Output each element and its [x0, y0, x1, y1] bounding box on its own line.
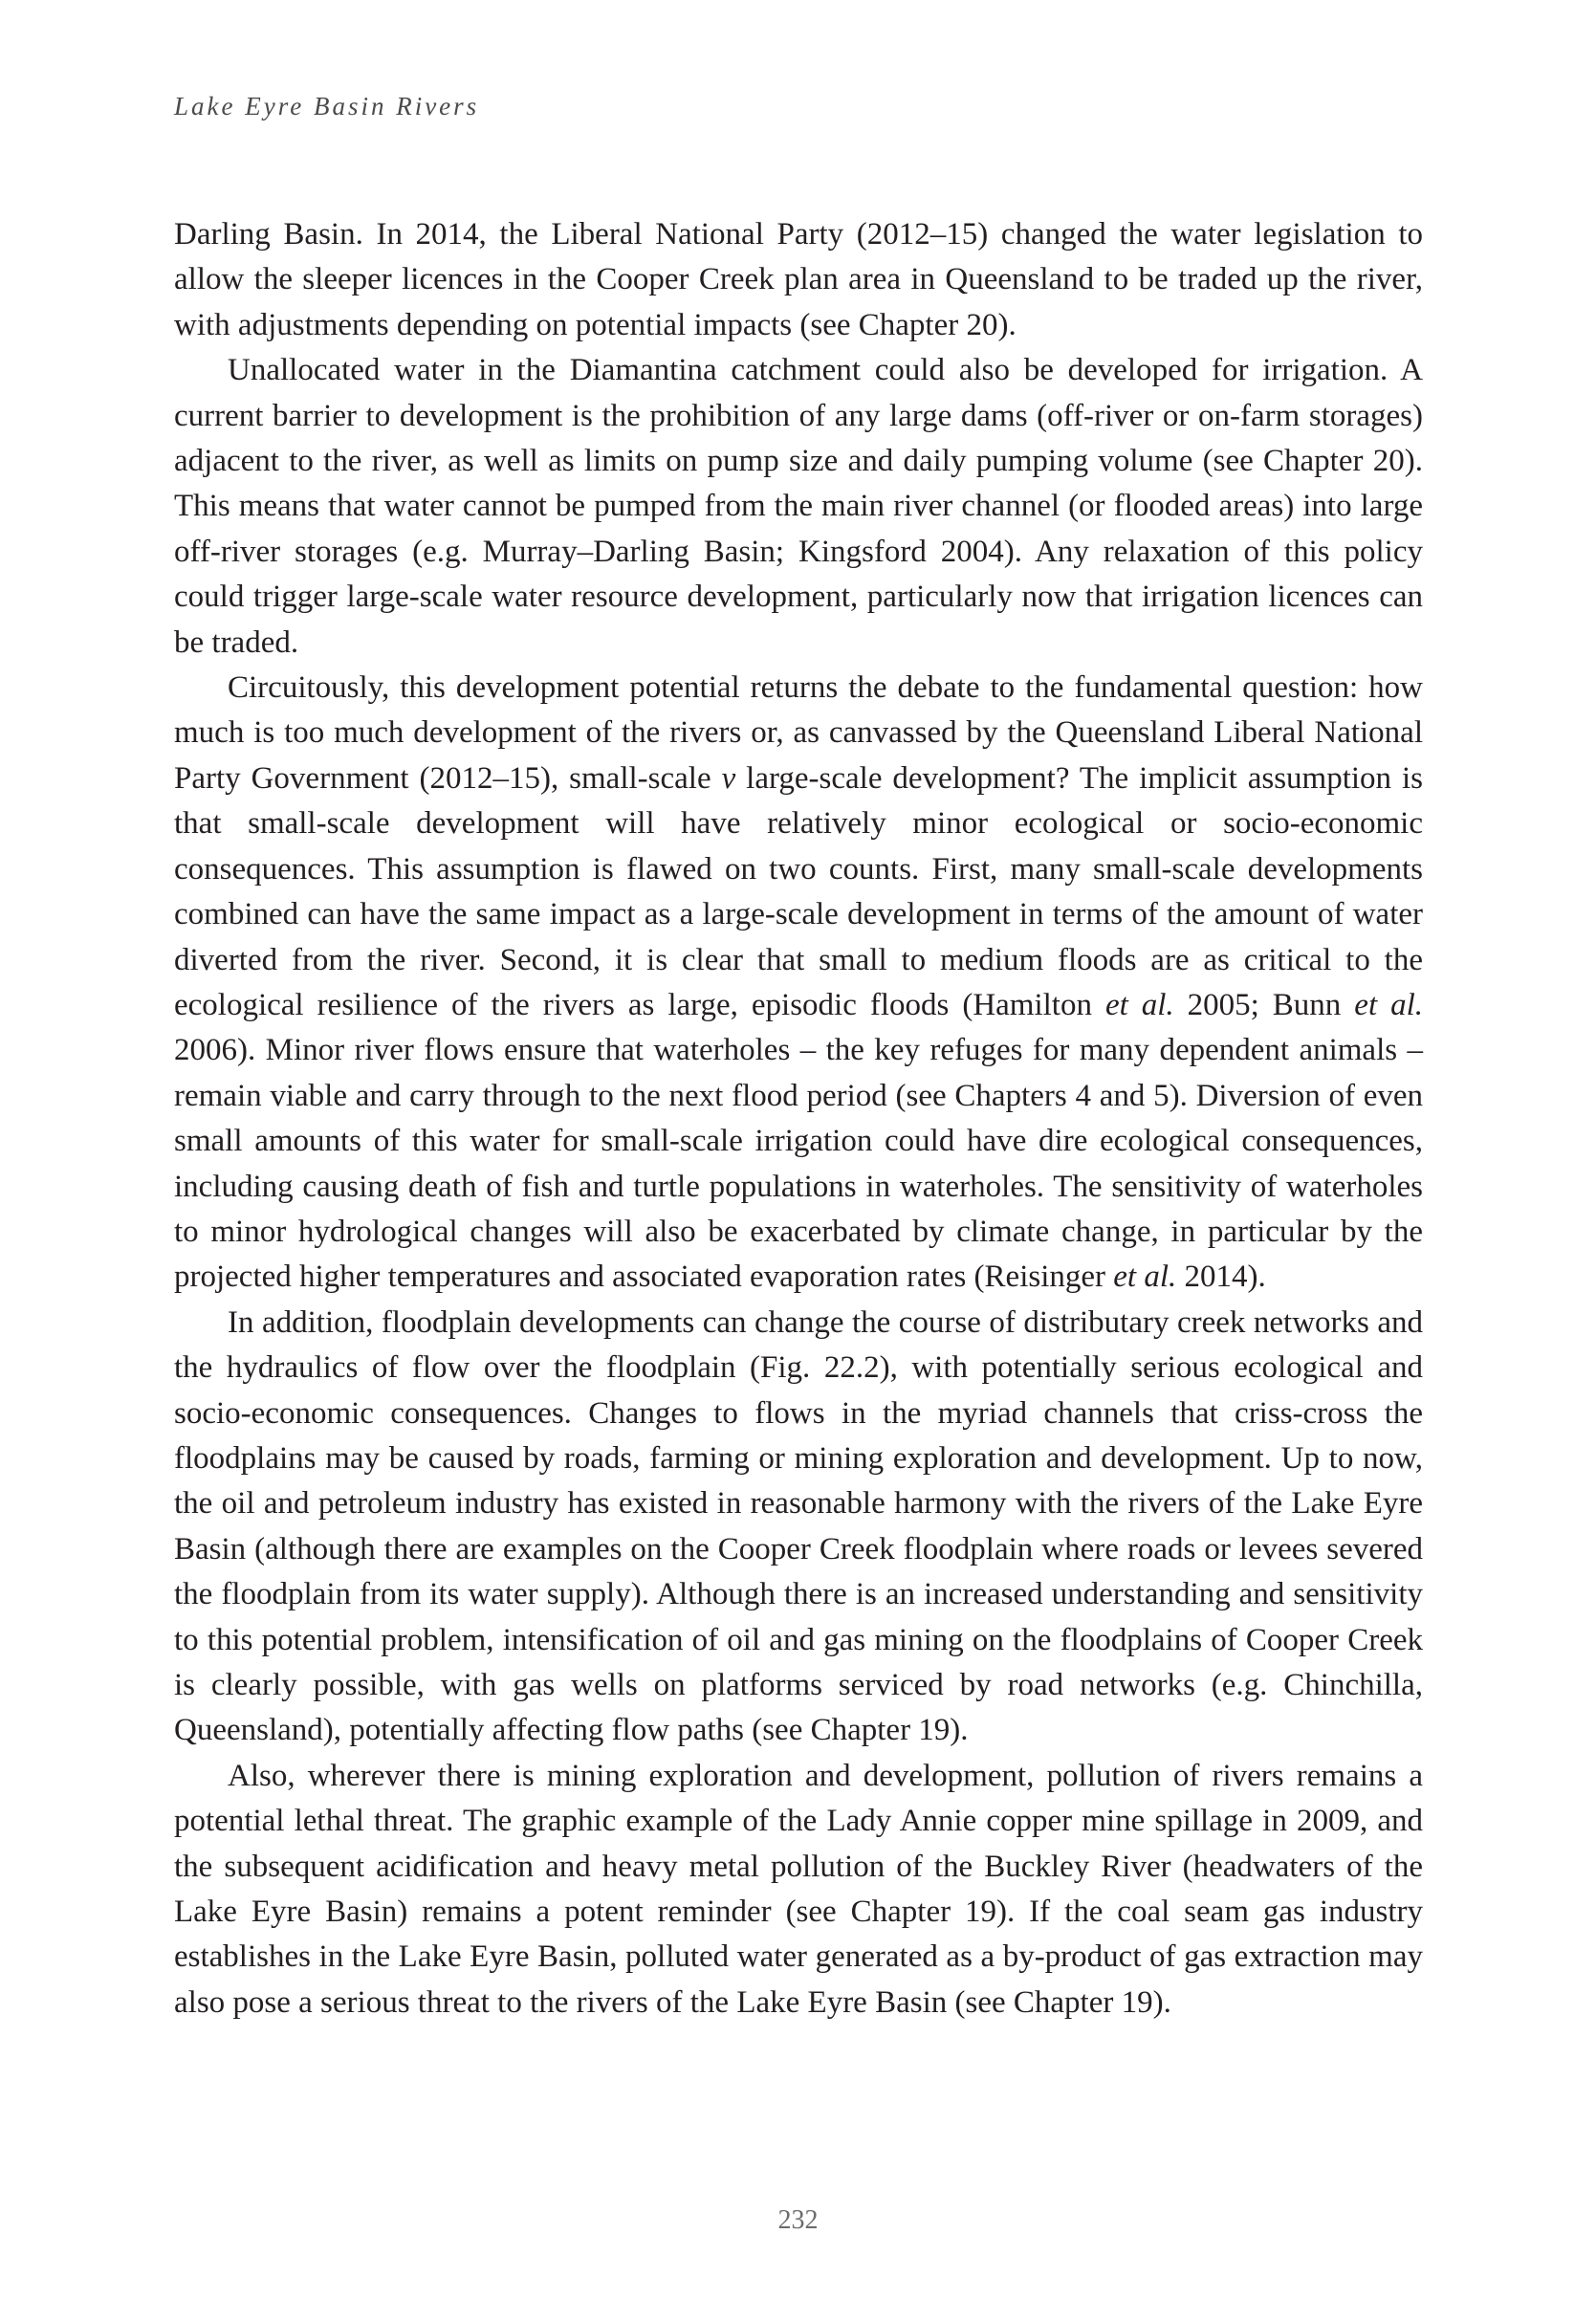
paragraph — [174, 1754, 1423, 2026]
text-segment: 2006). Minor river flows ensure that waterholes – the key refuges for many dependent animals – remain viable and carry through to the next flood period (see Chapters 4 and 5). Diversion of even small amounts of this water for small-scale irrigation could have dire ecological consequences, including causing death of fish and turtle populations in waterholes. The sensitivity of waterholes to minor hydrological changes will also be exacerbated by climate change, in particular by the projected higher temperatures and associated evaporation rates (Reisinger — [174, 1033, 1423, 1295]
page-number: 232 — [777, 2205, 819, 2235]
italic-text: et al. — [1104, 987, 1174, 1022]
paragraph — [174, 348, 1423, 666]
text-segment: large-scale development? The implicit assumption is that small-scale development will have relatively minor ecological or socio-economic consequences. This assumption is flawed on two counts. First, many small-scale developments combined can have the same impact as a large-scale development in terms of the amount of water diverted from the river. Second, it is clear that small to medium floods are as critical to the ecological resilience of the rivers as large, episodic floods (Hamilton — [174, 760, 1423, 1022]
paragraph — [174, 1301, 1423, 1754]
paragraph — [174, 212, 1423, 348]
running-head: Lake Eyre Basin Rivers — [174, 92, 480, 120]
italic-text: et al. — [1354, 987, 1424, 1022]
text-segment: In addition, floodplain developments can change the course of distributary creek networks and the hydraulics of flow over the floodplain (Fig. 22.2), with potentially serious ecological and socio-economic consequences. Changes to flows in the myriad channels that criss-cross the floodplains may be caused by roads, farming or mining exploration and development. Up to now, the oil and petroleum industry has existed in reasonable harmony with the rivers of the Lake Eyre Basin (although there are examples on the Cooper Creek floodplain where roads or levees severed the floodplain from its water supply). Although there is an increased understanding and sensitivity to this potential problem, intensification of oil and gas mining on the floodplains of Cooper Creek is clearly possible, with gas wells on platforms serviced by road networks (e.g. Chinchilla, Queensland), potentially affecting flow paths (see Chapter 19). — [174, 1304, 1423, 1748]
body-text — [174, 212, 1423, 2026]
italic-text: v — [721, 760, 736, 796]
text-segment: Darling Basin. In 2014, the Liberal National Party (2012–15) changed the water legislation to allow the sleeper licences in the Cooper Creek plan area in Queensland to be traded up the river, with adjustments depending on potential impacts (see Chapter 20). — [174, 217, 1423, 342]
text-segment: 2005; Bunn — [1173, 987, 1355, 1022]
text-segment: Unallocated water in the Diamantina catchment could also be developed for irrigation. A current barrier to development is the prohibition of any large dams (off-river or on-farm storages) adjacent to the river, as well as limits on pump size and daily pumping volume (see Chapter 20). This means that water cannot be pumped from the main river channel (or flooded areas) into large off-river storages (e.g. Murray–Darling Basin; Kingsford 2004). Any relaxation of this policy could trigger large-scale water resource development, particularly now that irrigation licences can be traded. — [174, 353, 1423, 660]
italic-text: et al. — [1113, 1260, 1177, 1295]
text-segment: Also, wherever there is mining exploration and development, pollution of rivers remains a potential lethal threat. The graphic example of the Lady Annie copper mine spillage in 2009, and the subsequent acidification and heavy metal pollution of the Buckley River (headwaters of the Lake Eyre Basin) remains a potent reminder (see Chapter 19). If the coal seam gas industry establishes in the Lake Eyre Basin, polluted water generated as a by-product of gas extraction may also pose a serious threat to the rivers of the Lake Eyre Basin (see Chapter 19). — [174, 1758, 1423, 2020]
text-segment: Circuitously, this development potential returns the debate to the fundamental question: how much is too much development of the rivers or, as canvassed by the Queensland Liberal National Party Government (2012–15), small-scale — [174, 670, 1423, 796]
paragraph — [174, 666, 1423, 1301]
text-segment: 2014). — [1176, 1260, 1266, 1295]
